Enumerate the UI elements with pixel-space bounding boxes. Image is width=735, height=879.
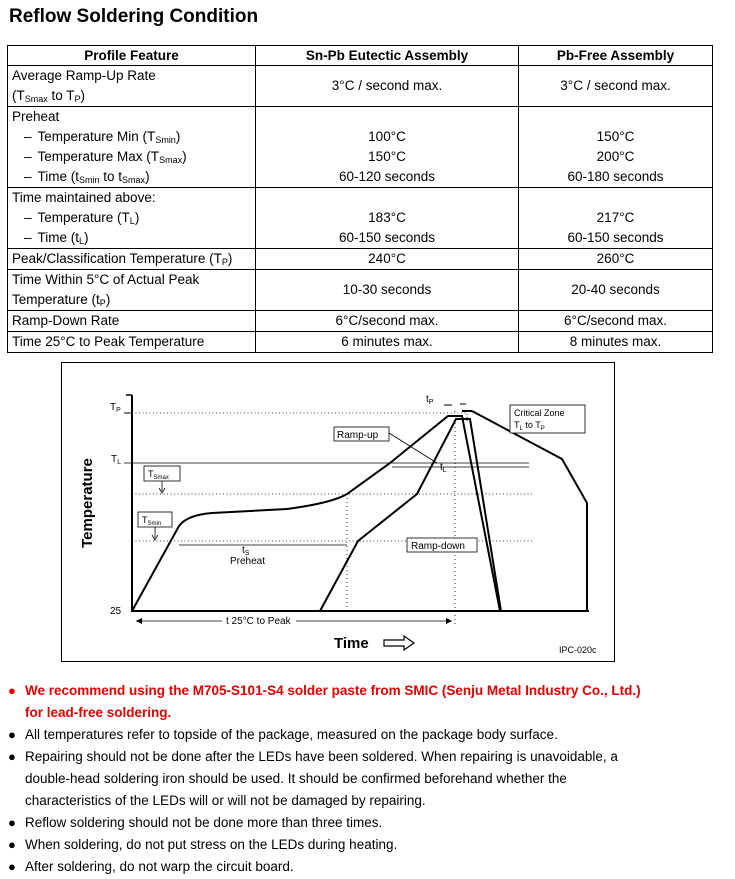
ramp-up-open: (T xyxy=(12,88,25,103)
note-5-text: After soldering, do not warp the circuit board. xyxy=(25,859,294,874)
peak-snpb: 240°C xyxy=(256,249,519,270)
within-text2: Temperature (t xyxy=(12,292,100,307)
reflow-spec-table xyxy=(7,45,713,353)
table-row-ramp-down xyxy=(8,311,713,332)
tmin-sub: Smin xyxy=(155,135,176,145)
ramp-up-sub2: P xyxy=(74,94,81,104)
critical-zone-label: Critical Zone xyxy=(514,408,565,418)
time-arrow-icon xyxy=(384,636,414,650)
tp-axis-label: $T_P$ xyxy=(110,402,121,414)
mtemp-close: ) xyxy=(134,210,140,225)
tl-time-label: $t_L$ xyxy=(440,462,447,474)
time-peak-pbfree: 8 minutes max. xyxy=(519,332,713,353)
peak-sub: P xyxy=(221,257,228,267)
within-snpb: 10-30 seconds xyxy=(256,270,519,311)
t25-peak-right-arrow xyxy=(446,618,452,624)
bullet-icon: ● xyxy=(8,683,16,698)
ptime-label: Time (t xyxy=(37,169,80,184)
preheat-label xyxy=(8,107,256,188)
ptime-close: ) xyxy=(145,169,150,184)
mtemp-snpb: 183°C xyxy=(368,210,406,225)
header-pbfree: Pb-Free Assembly xyxy=(519,46,713,66)
note-2-line3: characteristics of the LEDs will or will not be damaged by repairing. xyxy=(25,793,426,808)
mtime-pbfree: 60-150 seconds xyxy=(567,230,664,245)
note-4-text: When soldering, do not put stress on the LEDs during heating. xyxy=(25,837,398,852)
table-row-time-peak xyxy=(8,332,713,353)
ptime-snpb: 60-120 seconds xyxy=(338,169,436,184)
notes-list xyxy=(8,680,728,878)
note-reflow-times xyxy=(8,812,728,834)
ramp-down-snpb: 6°C/second max. xyxy=(256,311,519,332)
within-label xyxy=(8,270,256,311)
profile-curve-1 xyxy=(132,416,500,611)
x-axis-label: Time xyxy=(334,635,369,652)
t25-peak-left-arrow xyxy=(136,618,142,624)
note-0-line2: for lead-free soldering. xyxy=(25,705,172,720)
time-peak-label: Time 25°C to Peak Temperature xyxy=(8,332,256,353)
tmin-label: Temperature Min (T xyxy=(37,129,156,144)
mtemp-pbfree: 217°C xyxy=(596,210,635,225)
note-0-line1: We recommend using the M705-S101-S4 solder paste from SMIC (Senju Metal Industry Co., Ltd.) xyxy=(25,683,641,698)
bullet-icon: ● xyxy=(8,749,16,764)
tmax-snpb: 150°C xyxy=(368,149,406,164)
reflow-profile-svg xyxy=(62,363,614,661)
preheat-time: – Time ($t_{Smin}$ to $t_{Smax}$) xyxy=(24,169,150,185)
bullet-icon: ● xyxy=(8,859,16,874)
tmin-snpb: 100°C xyxy=(368,129,406,144)
ptime-pbfree: 60-180 seconds xyxy=(567,169,664,184)
ramp-up-close: ) xyxy=(80,88,86,103)
within-pbfree: 20-40 seconds xyxy=(519,270,713,311)
tp-time-label: $t_P$ xyxy=(426,394,434,406)
within-line1: Time Within 5°C of Actual Peak xyxy=(12,272,200,287)
ramp-down-callout: Ramp-down xyxy=(411,541,465,552)
tmin-pbfree: 150°C xyxy=(596,129,635,144)
within-line2 xyxy=(12,290,251,310)
note-2-line2: double-head soldering iron should be used. It should be confirmed beforehand whether the xyxy=(25,771,567,786)
ramp-up-mid: to T xyxy=(47,88,75,103)
table-row-peak xyxy=(8,249,713,270)
ts-label: $t_S$ xyxy=(242,545,250,557)
tl-axis-label: $T_L$ xyxy=(111,454,122,466)
mtime-close: ) xyxy=(84,230,89,245)
bullet-icon: ● xyxy=(8,815,16,830)
preheat-pbfree xyxy=(519,107,713,188)
ramp-down-label: Ramp-Down Rate xyxy=(8,311,256,332)
page-title: Reflow Soldering Condition xyxy=(9,6,259,27)
header-snpb: Sn-Pb Eutectic Assembly xyxy=(256,46,519,66)
note-temperatures xyxy=(8,724,728,746)
ramp-down-pbfree: 6°C/second max. xyxy=(519,311,713,332)
maintained-title: Time maintained above: xyxy=(12,190,156,205)
preheat-snpb xyxy=(256,107,519,188)
reflow-profile-diagram xyxy=(61,362,615,662)
ramp-up-pbfree: 3°C / second max. xyxy=(519,66,713,107)
t25-axis-label: 25 xyxy=(110,606,122,617)
note-1-text: All temperatures refer to topside of the package, measured on the package body surface. xyxy=(25,727,558,742)
tsmin-callout: $T_{Smin}$ xyxy=(142,515,162,527)
maintained-pbfree xyxy=(519,188,713,249)
ramp-up-snpb: 3°C / second max. xyxy=(256,66,519,107)
preheat-tmax: – Temperature Max $(T_{Smax})$ xyxy=(24,149,187,165)
t25-peak-label: t 25°C to Peak xyxy=(226,616,291,627)
ptime-sub2: Smax xyxy=(122,175,146,185)
maintained-temp: – Temperature $(T_L)$ xyxy=(24,210,140,226)
ramp-up-range xyxy=(12,86,251,106)
ipc-label: IPC-020c xyxy=(559,645,597,655)
critical-zone-range: $T_L$ to $T_P$ xyxy=(514,420,545,432)
maintained-label xyxy=(8,188,256,249)
time-peak-snpb: 6 minutes max. xyxy=(256,332,519,353)
bullet-icon: ● xyxy=(8,837,16,852)
table-row-within xyxy=(8,270,713,311)
maintained-time: – Time $(t_L)$ xyxy=(24,230,89,246)
tsmax-callout: $T_{Smax}$ xyxy=(148,469,169,481)
tmax-pbfree: 200°C xyxy=(596,149,635,164)
table-row-preheat xyxy=(8,107,713,188)
tmax-label: Temperature Max (T xyxy=(37,149,160,164)
ramp-up-callout: Ramp-up xyxy=(337,430,379,441)
note-solder-paste xyxy=(8,680,728,724)
ramp-up-text: Average Ramp-Up Rate xyxy=(12,68,156,83)
ptime-sub1: Smin xyxy=(79,175,100,185)
tmax-sub: Smax xyxy=(159,155,183,165)
note-stress xyxy=(8,834,728,856)
ramp-up-label xyxy=(8,66,256,107)
mtime-sub: L xyxy=(79,236,85,246)
preheat-tmin: – Temperature Min $(T_{Smin})$ xyxy=(24,129,181,145)
preheat-label-chart: Preheat xyxy=(230,556,266,567)
peak-pbfree: 260°C xyxy=(519,249,713,270)
peak-close: ) xyxy=(227,251,233,266)
within-close: ) xyxy=(105,292,111,307)
table-row-maintained xyxy=(8,188,713,249)
mtemp-label: Temperature (T xyxy=(37,210,130,225)
note-2-line1: Repairing should not be done after the LEDs have been soldered. When repairing is unavoidable, a xyxy=(25,749,618,764)
maintained-snpb xyxy=(256,188,519,249)
tmax-close: ) xyxy=(182,149,187,164)
bullet-icon: ● xyxy=(8,727,16,742)
mtemp-sub: L xyxy=(129,216,135,226)
ramp-up-sub1: Smax xyxy=(24,94,48,104)
mtime-label: Time (t xyxy=(37,230,80,245)
peak-text: Peak/Classification Temperature (T xyxy=(12,251,222,266)
ptime-mid: to t xyxy=(99,169,123,184)
note-warp xyxy=(8,856,728,878)
note-3-text: Reflow soldering should not be done more than three times. xyxy=(25,815,383,830)
note-repairing xyxy=(8,746,728,812)
table-row-ramp-up xyxy=(8,66,713,107)
within-sub: P xyxy=(99,298,106,308)
critical-zone-curve xyxy=(472,411,587,611)
table-header-row xyxy=(8,46,713,66)
header-profile-feature: Profile Feature xyxy=(8,46,256,66)
y-axis-label: Temperature xyxy=(79,458,96,548)
preheat-title: Preheat xyxy=(12,109,60,124)
peak-label xyxy=(8,249,256,270)
mtime-snpb: 60-150 seconds xyxy=(338,230,436,245)
tmin-close: ) xyxy=(175,129,181,144)
